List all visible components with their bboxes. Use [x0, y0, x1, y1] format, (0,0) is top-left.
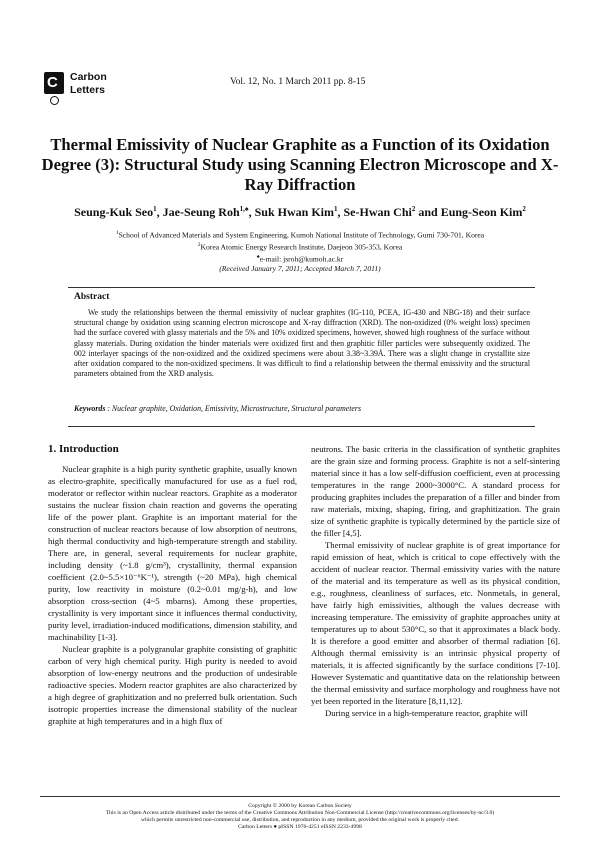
paragraph: Nuclear graphite is a polygranular graphite consisting of graphitic carbon of very high chemical purity. High purity is needed to avoid absorption of low-energy neutrons and the production of undesirable radioactive species. Modern reactor graphites are also characterized by a high degree of graphitization and no preferred bulk orientation. Such isotropic properties increase the dimensional stability of the nuclear graphite at high temperatures and in a high flux of [48, 644, 297, 726]
keywords [74, 404, 530, 413]
author-name: Eung-Seon Kim [440, 205, 523, 219]
corresponding-email [40, 252, 560, 265]
author-name: Seung-Kuk Seo [74, 205, 154, 219]
volume-info: Vol. 12, No. 1 March 2011 pp. 8-15 [230, 77, 366, 87]
footer [40, 803, 560, 831]
copyright-line: Copyright © 2000 by Korean Carbon Society [248, 803, 352, 809]
email-sup: ♠ [256, 254, 260, 260]
keywords-list: : Nuclear graphite, Oxidation, Emissivity, Microstructure, Structural parameters [105, 404, 361, 413]
author-sup: 1,♠ [239, 205, 249, 213]
author-name: Se-Hwan Chi [343, 205, 412, 219]
author-sup: 2 [522, 205, 526, 213]
author-sep: , [156, 205, 163, 219]
paper-title: Thermal Emissivity of Nuclear Graphite as a Function of its Oxidation Degree (3): Structural Study using Scanning Electron Microscope and X-Ray Diffraction [41, 135, 559, 194]
affiliation-1 [40, 228, 560, 241]
author-list [40, 205, 560, 220]
author-name: Suk Hwan Kim [254, 205, 334, 219]
license-line: which permits unrestricted non-commercial use, distribution, and reproduction in any medium, provided the original work is properly cited. [141, 817, 459, 823]
abstract-heading: Abstract [74, 292, 110, 302]
section-heading-introduction: 1. Introduction [48, 443, 119, 455]
affiliation-2 [40, 240, 560, 253]
logo-letter: C [47, 74, 58, 91]
logo-ring-icon [50, 96, 59, 105]
journal-name [70, 71, 107, 97]
paragraph: Thermal emissivity of nuclear graphite is of great importance for rapid emission of heat, which is critical to cope effectively with the accident of nuclear reactor. Thermal emissivity varies with the nature of the material and its temperature as well as its physical condition, e.g., roughness, cleanliness of surfaces, etc. Nonmetals, in general, have fairly high emissivities, although the values decrease with increasing temperature. The emissivity of graphite approaches unity at temperatures up to about 530°C, so that it approximates a black body. It is therefore a good emitter and absorber of thermal radiation [6]. Although thermal emissivity is an intrinsic physical property of materials, it is affected significantly by the surface conditions [7-10]. However Systematic and quantitative data on the relationship between the thermal emissivity and surface morphology and roughness have not yet been reported in the literature [8,11,12]. [311, 540, 560, 706]
author-sep: , [337, 205, 344, 219]
license-line: This is an Open Access article distributed under the terms of the Creative Commons Attribution Non-Commercial License (http://creativecommons.org/licenses/by-nc/3.0) [105, 810, 495, 816]
paragraph: neutrons. The basic criteria in the classification of synthetic graphites are the grain size and forming process. Graphite is not a self-sintering material since it has a low self-diffusion coefficient, even at processing temperatures in the range 2000~3000°C. A standard process for producing graphites includes the preparation of a filler and binder from raw materials, mixing, shaping, firing, and graphitization. The grain size of synthetic graphite is typically determined by the particle size of the filler [4,5]. [311, 444, 560, 538]
affiliation-text: Korea Atomic Energy Research Institute, Daejeon 305-353, Korea [200, 242, 403, 252]
journal-logo [44, 72, 64, 94]
keywords-label: Keywords [74, 404, 106, 413]
affiliation-sup: 2 [197, 242, 201, 248]
author-sup: 1 [333, 205, 338, 213]
paragraph: Nuclear graphite is a high purity synthetic graphite, usually known as electro-graphite, specifically manufactured for use as a fuel rod, moderator or reflector within nuclear reactors. Graphite as a moderator sustains the nuclear fission chain reaction and governs the operating life of the power plant. Graphite is an important material for the construction of nuclear reactors because of low absorption of neutrons, high thermal conductivity and high-temperature strength and stability. There are, in general, several requirements for nuclear graphite, including density (~1.8 g/cm³), crystallinity, thermal expansion coefficient (2.0~5.5×10⁻⁶K⁻¹), strength (~20 MPa), high chemical purity, low reactivity in moisture (0.2~0.01 mg/g-h), and low absorption cross-section (4~5 mbarns). Among these properties, crystallinity is very important since it influences thermal conductivity, purity level, irradiation-induced modifications, dimension stability, and machinability [1-3]. [48, 464, 297, 642]
paragraph: During service in a high-temperature reactor, graphite will [325, 708, 528, 718]
received-dates: (Received January 7, 2011; Accepted March 7, 2011) [219, 264, 381, 273]
author-sup: 2 [411, 205, 416, 213]
author-name: Jae-Seung Roh [162, 205, 240, 219]
journal-name-line1: Carbon [70, 71, 107, 83]
issn-line: Carbon Letters ● pISSN 1976-4251 eISSN 2233-4998 [238, 824, 362, 830]
journal-name-line2: Letters [70, 84, 106, 96]
affiliation-sup: 1 [115, 230, 119, 236]
abstract-text: We study the relationships between the thermal emissivity of nuclear graphites (IG-110, PCEA, IG-430 and NBG-18) and their surface structural change by oxidation using scanning electron microscope and X-ray diffraction (XRD). The non-oxidized (0% weight loss) specimen had the surface covered with glassy materials and the 5% and 10% oxidized specimens, however, showed high roughness of the surface without glassy materials. During oxidation the binder materials were oxidized first and then graphitic filler particles were subsequently oxidized. The 002 interlayer spacings of the non-oxidized and the oxidized specimens were about 3.38~3.39Å. There was a slight change in crystallite size after oxidation compared to the non-oxidized specimens. It was difficult to find a relationship between the thermal emissivity and the structural parameters obtained from the XRD analysis. [74, 308, 530, 379]
author-and: and [415, 205, 441, 219]
author-sup: 1 [153, 205, 157, 213]
affiliation-text: School of Advanced Materials and System Engineering, Kumoh National Institute of Technology, Gumi 730-701, Korea [118, 230, 485, 240]
right-column [311, 443, 560, 719]
author-sep: , [248, 205, 255, 219]
left-column [48, 463, 297, 727]
footer-divider [40, 796, 560, 797]
email-text: e-mail: jsroh@kumoh.ac.kr [259, 254, 344, 264]
